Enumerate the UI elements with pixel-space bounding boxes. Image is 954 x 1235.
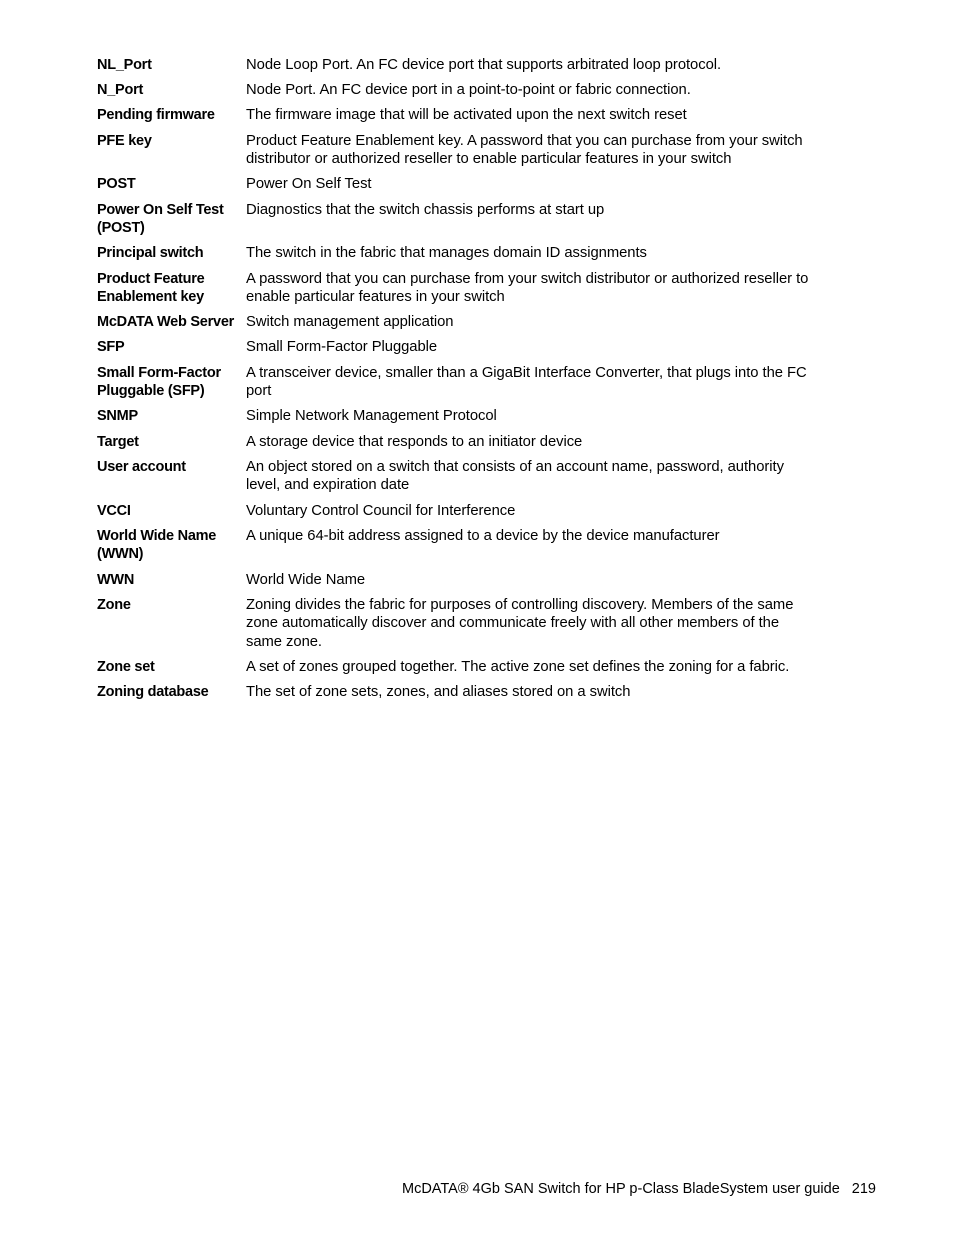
glossary-entry <box>97 571 809 590</box>
glossary-entry <box>97 313 809 332</box>
glossary-definition: Zoning divides the fabric for purposes of controlling discovery. Members of the same zone automatically discover and communicate freely with all other members of the same zone. <box>246 596 794 650</box>
glossary-entry <box>97 683 809 702</box>
glossary-entry <box>97 527 809 564</box>
glossary-term: World Wide Name (WWN) <box>97 527 217 563</box>
glossary-term: Zoning database <box>97 684 209 701</box>
glossary-entry <box>97 270 809 307</box>
glossary-term: SNMP <box>97 408 138 425</box>
glossary-definition: A password that you can purchase from your switch distributor or authorized reseller to enable particular features in your switch <box>246 270 809 306</box>
glossary-definition: A transceiver device, smaller than a GigaBit Interface Converter, that plugs into the FC port <box>246 364 807 400</box>
glossary-term: WWN <box>97 571 135 588</box>
glossary-term: VCCI <box>97 502 131 519</box>
glossary-term: McDATA Web Server <box>97 314 235 331</box>
glossary-entry <box>97 502 809 521</box>
glossary-definition: The switch in the fabric that manages domain ID assignments <box>246 245 647 262</box>
glossary-term: POST <box>97 176 136 193</box>
glossary-entry <box>97 244 809 263</box>
glossary-term: Small Form-Factor Pluggable (SFP) <box>97 364 221 400</box>
glossary-entry <box>97 658 809 677</box>
glossary-term: N_Port <box>97 82 144 99</box>
glossary-definition: Diagnostics that the switch chassis performs at start up <box>246 201 605 218</box>
glossary-term: Target <box>97 433 139 450</box>
glossary-entry <box>97 175 809 194</box>
glossary-term: Zone set <box>97 659 155 676</box>
glossary-definition: An object stored on a switch that consists of an account name, password, authority level, and expiration date <box>246 458 784 494</box>
glossary-term: Pending firmware <box>97 107 215 124</box>
glossary-definition: Power On Self Test <box>246 176 372 193</box>
glossary-term: NL_Port <box>97 57 152 73</box>
footer-title: McDATA® 4Gb SAN Switch for HP p-Class BladeSystem user guide <box>402 1181 840 1197</box>
glossary-definition: Switch management application <box>246 314 454 331</box>
glossary-definition: Simple Network Management Protocol <box>246 408 497 425</box>
glossary-entry <box>97 407 809 426</box>
glossary-entry <box>97 433 809 452</box>
glossary-entry <box>97 81 809 100</box>
glossary-definition: Small Form-Factor Pluggable <box>246 339 438 356</box>
glossary-term: User account <box>97 458 186 475</box>
glossary-term: Zone <box>97 596 131 613</box>
glossary-term: PFE key <box>97 132 152 149</box>
glossary-entry <box>97 106 809 125</box>
glossary-definition: The set of zone sets, zones, and aliases stored on a switch <box>246 684 631 701</box>
glossary-definition: Node Port. An FC device port in a point-to-point or fabric connection. <box>246 82 691 99</box>
glossary-definition: Product Feature Enablement key. A password that you can purchase from your switch distributor or authorized reseller to enable particular features in your switch <box>246 132 803 168</box>
page-number: 219 <box>851 1181 876 1197</box>
glossary-entry <box>97 364 809 401</box>
glossary-entry <box>97 596 809 652</box>
glossary-list <box>97 56 809 709</box>
glossary-term: Product Feature Enablement key <box>97 270 205 306</box>
glossary-definition: A unique 64-bit address assigned to a device by the device manufacturer <box>246 527 720 544</box>
glossary-definition: A storage device that responds to an initiator device <box>246 433 583 450</box>
glossary-definition: Voluntary Control Council for Interference <box>246 502 516 519</box>
glossary-term: Power On Self Test (POST) <box>97 201 224 237</box>
glossary-entry <box>97 458 809 495</box>
glossary-entry <box>97 56 809 75</box>
glossary-definition: Node Loop Port. An FC device port that supports arbitrated loop protocol. <box>246 57 722 73</box>
glossary-definition: World Wide Name <box>246 571 366 588</box>
glossary-term: SFP <box>97 339 125 356</box>
glossary-entry <box>97 338 809 357</box>
glossary-entry <box>97 201 809 238</box>
glossary-term: Principal switch <box>97 245 204 262</box>
page-footer <box>402 1180 876 1198</box>
glossary-definition: The firmware image that will be activated upon the next switch reset <box>246 107 687 124</box>
glossary-definition: A set of zones grouped together. The active zone set defines the zoning for a fabric. <box>246 659 790 676</box>
glossary-entry <box>97 132 809 169</box>
